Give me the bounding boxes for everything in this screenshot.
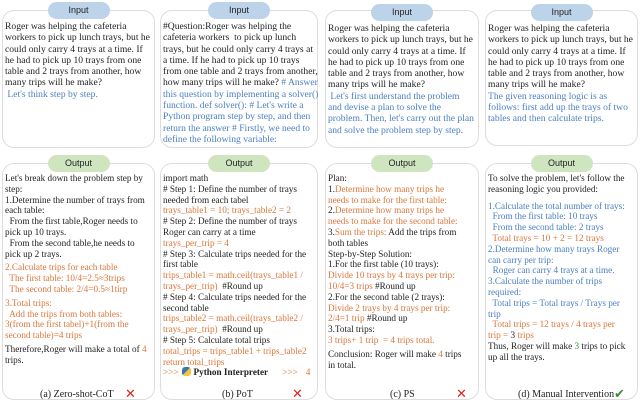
text-segment: trips [515,330,534,341]
caption: (b) PoT [222,389,253,400]
text-line [5,273,147,284]
text-segment: # Step 5: Calculate total trips [163,334,270,345]
text-segment: Let's first understand the problem [328,90,460,102]
text-segment: could only carry 4 trays at a time. If [488,45,626,57]
text-segment: trips to pick [579,340,626,351]
text-segment: many trips will he make? [5,77,102,89]
text-segment: Conclusion: Roger will make [328,348,439,359]
text-segment: could only carry 4 trays at a time. If [5,43,143,55]
text-line [5,262,147,273]
text-line [328,313,461,324]
text-line [163,313,310,324]
text-line [163,44,318,55]
text-line [163,77,318,88]
text-line [163,346,310,357]
text-segment: #Round up [372,280,416,291]
text-segment: in total. [328,359,357,370]
text-line [488,102,633,113]
output-text [488,173,625,363]
text-line [5,184,147,195]
text-line [5,44,150,55]
text-line [488,309,625,320]
text-segment: each table: [5,205,45,216]
text-segment: 3(from the first tabel)+1(from the [5,319,129,330]
text-line [488,222,625,233]
text-line [163,205,310,216]
output-text [328,173,461,370]
text-line [163,249,310,260]
text-line [488,287,625,298]
text-segment: tables and then calculate trips. [488,113,604,125]
text-segment: To solve the problem, let's follow the [488,173,625,183]
text-segment: pick up 10 trays. [5,226,67,237]
text-segment: needs to make for the first table: [328,194,447,205]
text-segment: trips_table1 = math.ceil(trays_table1 / [163,270,303,281]
text-line [5,21,150,32]
text-segment: Thus, Roger will make [488,340,575,351]
text-segment: 2. [328,205,335,216]
text-segment: workers to pick up lunch trays, but he [5,32,150,44]
input-text [5,21,150,100]
cross-icon: ✕ [292,387,303,402]
text-segment: function. def solver(): # Let's write a [163,100,304,112]
text-segment: cafeteria workers to pick up lunch [163,32,297,44]
input-label: Input [531,4,593,21]
text-segment: Divide 2 trays by 4 trays per trip: [328,302,451,313]
text-segment: workers to pick up lunch trays, but he [488,34,633,46]
text-segment: The given reasoning logic is as [488,90,608,102]
text-segment: second table [163,302,209,313]
text-segment: Plan: [328,173,347,183]
text-line [328,335,461,346]
text-line [5,330,147,341]
caption: (c) PS [390,389,415,400]
text-segment: workers to pick up lunch trays, but he [328,34,473,46]
text-segment: 2.Calculate trips for each table [5,262,118,273]
text-line [488,276,625,287]
text-segment: how many trips will he make? [163,77,282,89]
text-segment: import math [163,173,209,183]
text-line [5,355,147,366]
text-segment: many trips will he make? [328,79,425,91]
text-segment: could only carry 4 trays at a time. If [328,45,466,57]
text-segment: 2.For the second table (2 trays): [328,291,445,302]
text-line [5,32,150,43]
text-line [163,357,310,368]
text-segment: Sum the trips: [334,226,387,237]
text-line [328,173,461,184]
text-segment: The first table: 10/4=2.5≈3trips [5,273,125,284]
text-line [163,303,310,314]
text-line [163,335,310,346]
text-line [5,284,147,295]
text-line [488,233,625,244]
text-line [163,32,318,43]
text-line [163,292,310,303]
text-line [5,216,147,227]
interpreter-prompt: >>> [163,367,179,378]
text-line [5,319,147,330]
text-line [5,249,147,260]
text-segment: pick up 2 trays. [5,248,62,259]
text-segment: Roger was helping the cafeteria [488,23,610,34]
text-segment: 4 [438,348,443,359]
text-segment: Roger can carry 4 trays at a time. [488,265,615,276]
text-segment: and devise a plan to solve the [328,102,441,114]
text-segment: 2.Determine how many trays Roger [488,243,620,254]
text-line [328,79,474,90]
text-line [328,270,461,281]
text-line [488,265,625,276]
text-segment: can carry per trip: [488,254,554,265]
text-segment: problem. Then, let's carry out the plan [328,113,474,125]
text-segment: he had to pick up 10 trays from one [488,56,625,68]
cross-icon: ✕ [456,387,467,402]
text-line [488,201,625,212]
text-line [5,66,150,77]
text-line [488,352,625,363]
text-segment: Roger can carry at a time [163,226,256,237]
text-line [328,91,474,102]
text-segment: #Round up [364,313,408,324]
text-line [488,79,633,90]
text-line [488,255,625,266]
text-line [328,125,474,136]
text-line [328,23,474,34]
text-line [5,309,147,320]
text-segment: 1. [328,183,335,194]
text-line [328,57,474,68]
text-segment: trays_per_trip = 4 [163,237,229,248]
text-segment: trays, but he could only carry 4 trays at [163,43,313,55]
output-text [163,173,310,378]
text-segment: required: [488,286,522,297]
text-segment: Total trays = 10 + 2 = 12 trays [488,232,604,243]
output-label: Output [48,155,110,172]
text-line [163,216,310,227]
text-segment: he had to pick up 10 trays from one [5,54,142,66]
text-segment: Total trips = 12 trays / 4 trays per [488,319,615,330]
text-segment: up all the trays. [488,351,545,362]
text-line [328,303,461,314]
text-segment: Let's think step by step. [5,88,98,100]
text-line [328,216,461,227]
text-line [163,89,318,100]
text-segment: reasoning logic you provided: [488,183,598,194]
text-line [5,89,150,100]
input-label: Input [48,2,110,19]
text-line [163,281,310,292]
text-segment: second table)=4 trips [5,330,83,341]
text-segment: this question by implementing a solver() [163,88,319,100]
text-line [5,298,147,309]
text-line [488,173,625,184]
text-line [328,102,474,113]
input-text [163,21,318,145]
text-segment: step: [5,183,23,194]
text-segment: 4 [142,343,147,354]
input-label: Input [208,2,270,19]
text-segment: # Step 3: Calculate trips needed for the [163,248,307,259]
text-segment: 3 [510,330,516,341]
output-text [5,173,147,366]
text-segment: needs to make for the second table: [328,216,458,227]
text-line [163,134,318,145]
text-line [488,211,625,222]
text-segment: define the following variable: [163,133,277,145]
text-line [5,227,147,238]
text-segment: Step-by-Step Solution: [328,248,412,259]
text-line [488,341,625,352]
text-line [328,227,461,238]
text-segment: Roger was helping the cafeteria [5,21,127,32]
text-line [163,21,318,32]
text-line [328,324,461,335]
text-segment: Therefore,Roger will make a total of [5,343,142,354]
output-label: Output [371,155,433,172]
text-segment: 1.Determine the number of trays from [5,194,145,205]
text-line [328,238,461,249]
text-line [488,91,633,102]
text-segment: 3. [328,226,335,237]
text-segment: Python program step by step, and then [163,111,311,123]
text-segment: 1.Calculate the total number of trays: [488,200,625,211]
interpreter-line [163,367,310,378]
text-segment: Determine how many trips he [334,205,445,216]
text-segment: a time. If he had to pick up 10 trays [163,54,300,66]
text-segment: 10/4=3 trips [328,280,373,291]
cross-icon: ✕ [125,387,136,402]
text-line [328,249,461,260]
text-line [163,123,318,134]
text-segment: 2/4=1 trip [328,313,365,324]
text-line [163,100,318,111]
text-segment: return total_trips [163,356,225,367]
text-line [328,205,461,216]
text-line [328,195,461,206]
interpreter-label: Python Interpreter [193,367,269,378]
text-line [328,46,474,57]
text-segment: #Question:Roger was helping the [163,21,292,32]
input-text [328,23,474,136]
interpreter-result: 4 [305,367,311,378]
text-segment: From the second table: 2 trays [488,222,604,233]
text-line [163,195,310,206]
text-segment: Let's break down the problem step by [5,173,143,183]
text-segment: Roger was helping the cafeteria [328,23,450,34]
text-segment: 1.For the first table (10 trays): [328,259,439,270]
text-line [163,238,310,249]
text-line [163,270,310,281]
text-line [488,68,633,79]
text-segment: trips. [5,354,24,365]
text-segment: 3.Calculate the number of trips [488,276,603,287]
text-segment: Total trips = Total trays / Trays per [488,297,620,308]
interpreter-prompt: >>> [282,367,298,378]
output-label: Output [531,155,593,172]
text-line [488,244,625,255]
text-line [488,23,633,34]
text-segment: Add the trips from both tables: [5,308,123,319]
text-line [5,77,150,88]
text-segment: # Step 2: Define the number of trays [163,216,297,227]
text-segment: Add the trips from [386,226,457,237]
python-logo-icon [182,367,191,376]
text-segment: trips [442,348,462,359]
text-line [328,259,461,270]
text-line [163,324,310,335]
text-segment: first table [163,259,198,270]
text-segment: from one table and 2 trays from another, [163,66,318,78]
text-segment: trip = [488,330,511,341]
text-segment: trips_table2 = math.ceil(trays_table2 / [163,313,303,324]
text-line [488,184,625,195]
text-segment: return the answer # Firstly, we need to [163,122,310,134]
text-line [328,360,461,371]
text-segment: The second table: 2/4=0.5≈1tirp [5,283,128,294]
text-segment: many trips will he make? [488,79,585,91]
text-segment: trays_table1 = 10; trays_table2 = 2 [163,205,291,216]
text-segment: #Round up [217,280,263,291]
text-segment: table and 2 trays from another, how [488,68,625,80]
text-segment: 3.Total trips: [5,297,52,308]
text-line [5,173,147,184]
text-segment: From the first table,Roger needs to [5,216,138,227]
text-segment: From the second table,he needs to [5,237,135,248]
text-line [328,113,474,124]
text-line [163,66,318,77]
caption: (a) Zero-shot-CoT [40,389,114,400]
text-line [163,173,310,184]
text-line [488,34,633,45]
text-segment: total_trips = trips_table1 + trips_table2 [163,345,307,356]
text-line [488,57,633,68]
text-line [163,259,310,270]
text-segment: 3.Total trips: [328,324,375,335]
text-segment: follows: first add up the trays of two [488,102,628,114]
output-label: Output [208,155,270,172]
text-line [328,349,461,360]
text-segment: # Answer [281,77,318,89]
text-line [488,46,633,57]
text-line [5,205,147,216]
text-line [328,34,474,45]
text-line [5,55,150,66]
text-segment: he had to pick up 10 trays from one [328,56,465,68]
text-line [328,281,461,292]
text-segment: table and 2 trays from another, how [328,68,465,80]
text-segment: trays_per_trip) [163,280,218,291]
text-segment: both tables [328,237,369,248]
text-segment: and solve the problem step by step. [328,124,464,136]
check-icon: ✔ [614,387,625,402]
text-segment: Divide 10 trays by 4 trays per trip: [328,270,455,281]
text-segment: trays_per_trip) [163,324,218,335]
text-line [163,55,318,66]
text-line [328,68,474,79]
text-line [488,319,625,330]
text-segment: #Round up [217,324,263,335]
text-line [328,292,461,303]
text-line [5,238,147,249]
caption: (d) Manual Intervention [518,389,615,400]
text-line [163,227,310,238]
text-segment: 3 [574,340,580,351]
text-segment: table and 2 trays from another, how [5,66,142,78]
text-segment: Determine how many trips he [334,183,445,194]
text-segment: From the first table: 10 trays [488,211,598,222]
text-segment: # Step 4: Calculate trips needed for the [163,291,307,302]
text-line [5,344,147,355]
text-line [328,184,461,195]
text-line [163,111,318,122]
text-segment: # Step 1: Define the number of trays [163,183,297,194]
text-line [488,113,633,124]
input-label: Input [371,4,433,21]
text-line [163,184,310,195]
text-segment: 3 trips+ 1 trip = 4 trips total. [328,334,435,345]
text-segment: trip [488,308,501,319]
input-text [488,23,633,125]
text-line [488,330,625,341]
text-line [488,298,625,309]
text-segment: needed from each tabel [163,194,249,205]
text-line [5,195,147,206]
